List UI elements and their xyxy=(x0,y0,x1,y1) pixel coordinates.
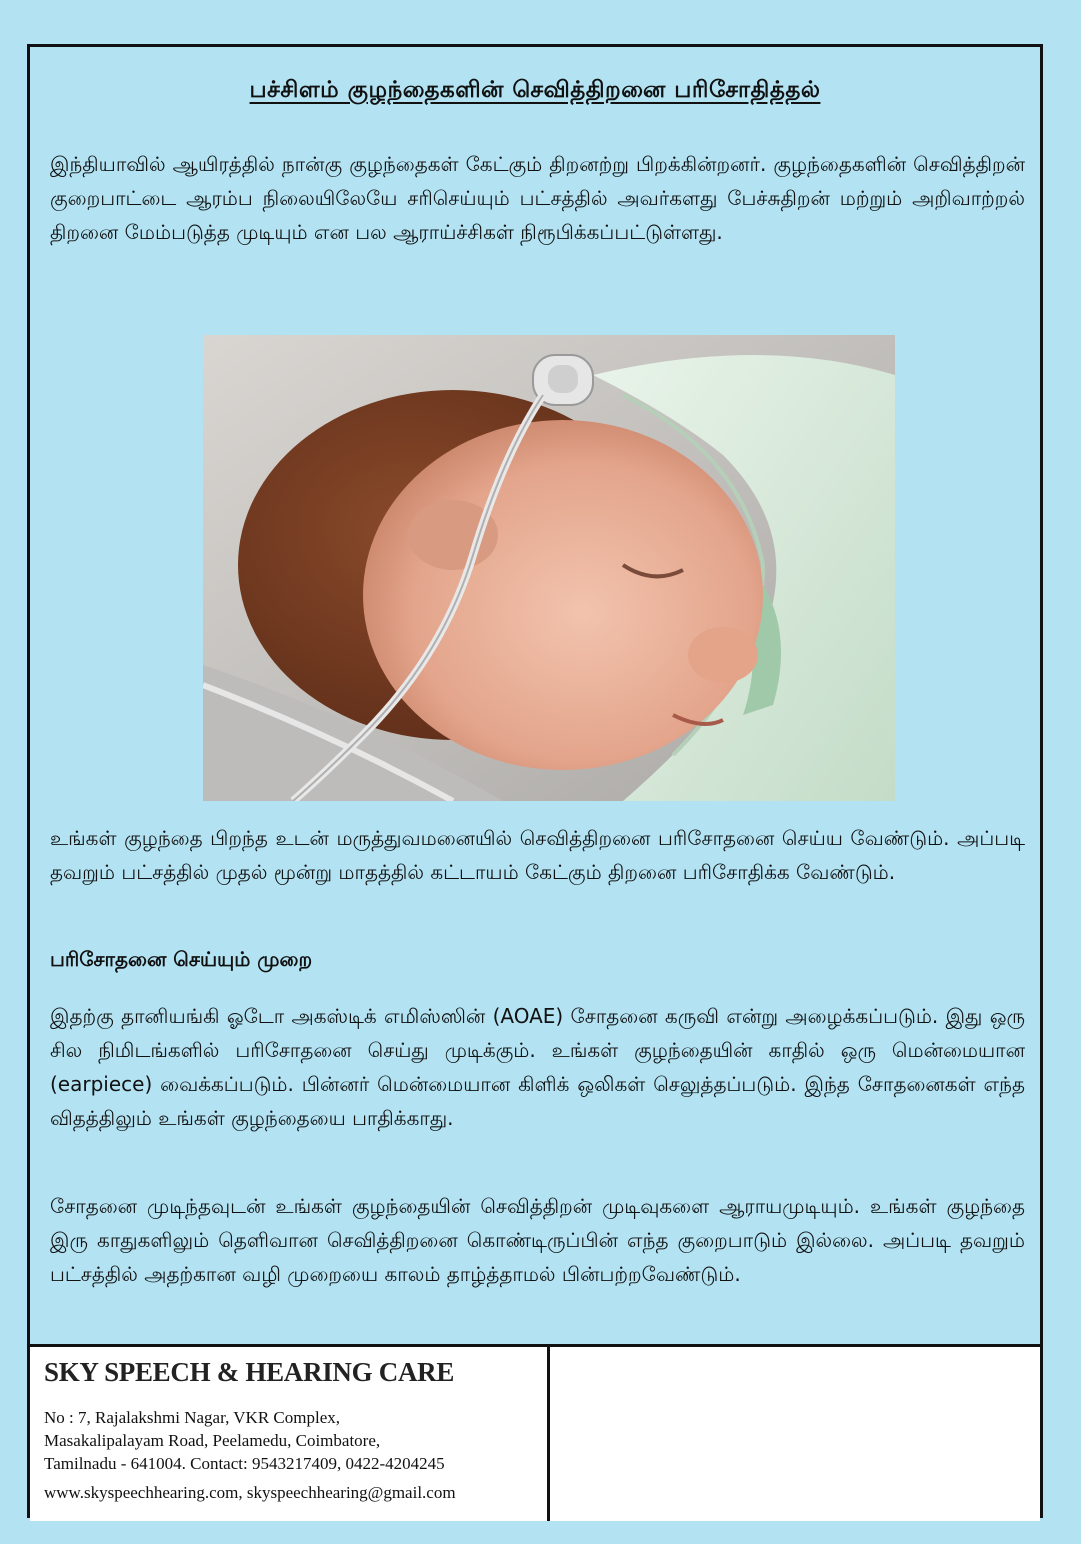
address-line-1: No : 7, Rajalakshmi Nagar, VKR Complex, xyxy=(44,1408,340,1427)
contact-block xyxy=(30,1347,550,1521)
baby-hearing-test-photo xyxy=(203,335,895,801)
website-email: www.skyspeechhearing.com, skyspeechhearing@gmail.com xyxy=(44,1483,456,1502)
address-line-2: Masakalipalayam Road, Peelamedu, Coimbatore, xyxy=(44,1431,381,1450)
test-method-heading: பரிசோதனை செய்யும் முறை xyxy=(50,947,313,971)
photo-illustration xyxy=(203,335,895,801)
intro-paragraph: இந்தியாவில் ஆயிரத்தில் நான்கு குழந்தைகள் கேட்கும் திறனற்று பிறக்கின்றனர். குழந்தைகளின் செவித்திறன் குறைபாட்டை ஆரம்ப நிலையிலேயே சரிசெய்யும் பட்சத்தில் அவர்களது பேச்சுதிறன் மற்றும் அறிவாற்றல் திறனை மேம்படுத்த முடியும் என பல ஆராய்ச்சிகள் நிரூபிக்கப்பட்டுள்ளது. xyxy=(50,152,1025,244)
page-title: பச்சிளம் குழந்தைகளின் செவித்திறனை பரிசோதித்தல் xyxy=(249,77,821,103)
company-name: SKY SPEECH & HEARING CARE xyxy=(44,1357,455,1387)
footer xyxy=(30,1344,1040,1521)
test-method-paragraph: இதற்கு தானியங்கி ஓடோ அகஸ்டிக் எமிஸ்ஸின் (AOAE) சோதனை கருவி என்று அழைக்கப்படும். இது ஒரு சில நிமிடங்களில் பரிசோதனை செய்து முடிக்கும். உங்கள் குழந்தையின் காதில் ஒரு மென்மையான (earpiece) வைக்கப்படும். பின்னர் மென்மையான கிளிக் ஒலிகள் செலுத்தப்படும். இந்த சோதனைகள் எந்த விதத்திலும் உங்கள் குழந்தையை பாதிக்காது. xyxy=(50,1004,1025,1130)
address-line-3: Tamilnadu - 641004. Contact: 9543217409, 0422-4204245 xyxy=(44,1454,445,1473)
results-paragraph: சோதனை முடிந்தவுடன் உங்கள் குழந்தையின் செவித்திறன் முடிவுகளை ஆராயமுடியும். உங்கள் குழந்தை இரு காதுகளிலும் தெளிவான செவித்திறனை கொண்டிருப்பின் எந்த குறைபாடும் இல்லை. அப்படி தவறும் பட்சத்தில் அதற்கான வழி முறையை காலம் தாழ்த்தாமல் பின்பற்றவேண்டும். xyxy=(50,1194,1025,1286)
hospital-test-paragraph: உங்கள் குழந்தை பிறந்த உடன் மருத்துவமனையில் செவித்திறனை பரிசோதனை செய்ய வேண்டும். அப்படி தவறும் பட்சத்தில் முதல் மூன்று மாதத்தில் கட்டாயம் கேட்கும் திறனை பரிசோதிக்க வேண்டும். xyxy=(50,826,1026,884)
page-frame xyxy=(27,44,1043,1518)
